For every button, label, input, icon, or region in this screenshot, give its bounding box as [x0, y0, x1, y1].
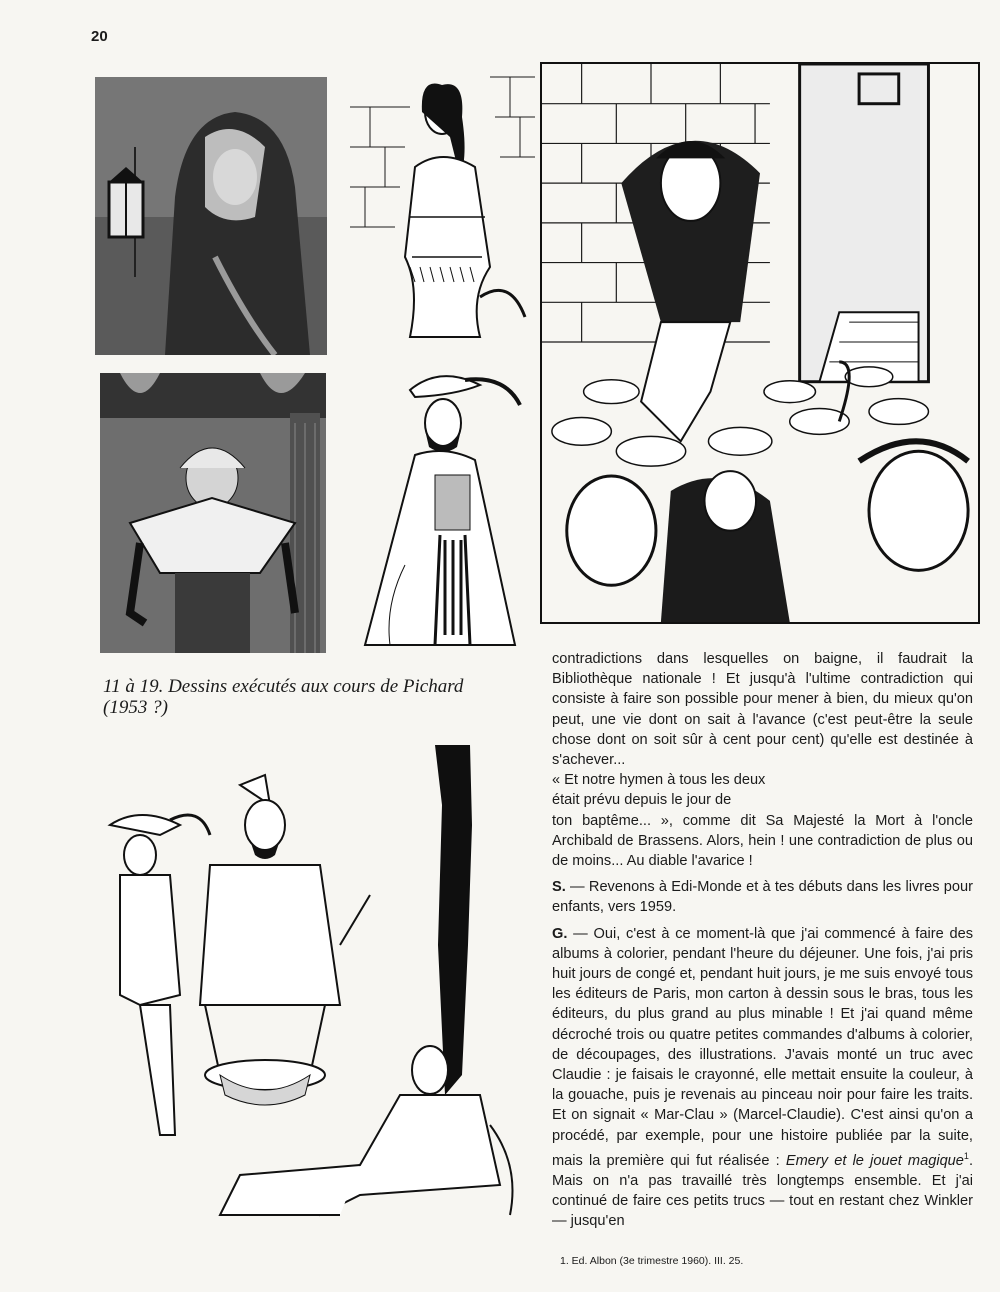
footnote-ref: 1	[963, 1150, 969, 1161]
question-s-text: — Revenons à Edi-Monde et à tes débuts dans les livres pour enfants, vers 1959.	[552, 879, 973, 916]
speaker-g: G.	[552, 925, 568, 942]
illustration-musketeer-group	[100, 745, 530, 1240]
interview-text	[552, 649, 973, 1232]
caption-line-1: 11 à 19. Dessins exécutés aux cours de Pichard	[103, 676, 464, 697]
answer-g-text-2: . Mais on n'a pas travaillé très longtemps ensemble. Et j'ai continué de faire ces petits trucs — tout en restant chez Winkler — jusqu'en	[552, 1152, 973, 1230]
illustration-woman-fringed-dress	[350, 67, 535, 357]
paragraph-answer-g	[552, 924, 973, 1232]
paragraph-contradictions: contradictions dans lesquelles on baigne, il faudrait la Bibliothèque nationale ! Et jusqu'à l'ultime contradiction qui consiste à faire son possible pour mener à bien, du mieux qu'on peut, une vie dont on sait à l'avance (c'est peut-être la seule chose dont on soit sûr à cent pour cent) qu'elle est destinée à s'achever...	[552, 651, 973, 769]
figure-caption	[103, 676, 523, 718]
speaker-s: S.	[552, 879, 566, 896]
verse-line-1: « Et notre hymen à tous les deux	[552, 772, 766, 789]
paragraph-question-s	[552, 877, 973, 917]
illustration-hunchback-stairs	[540, 62, 980, 624]
page-number: 20	[91, 28, 108, 45]
footnote: 1. Ed. Albon (3e trimestre 1960). III. 25.	[560, 1255, 744, 1267]
paragraph-brassens: ton baptême... », comme dit Sa Majesté la Mort à l'oncle Archibald de Brassens. Alors, hein ! une contradiction de plus ou de moins... Au diable l'avarice !	[552, 812, 973, 870]
answer-g-text-1: — Oui, c'est à ce moment-là que j'ai commencé à faire des albums à colorier, pendant l'heure du déjeuner. Une fois, j'ai pris huit jours de congé et, pendant huit jours, je me suis envoyé tous les éditeurs de Paris, mon carton à dessin sous le bras, tous les éditeurs, du plus grand au plus minable ! Et j'ai quand même décroché trois ou quatre petites commandes d'albums à colorier, de découpages, des illustrations. J'avais monté un truc avec Claudie : je faisais le crayonné, elle mettait ensuite la couleur, à la gouache, puis je revenais au pinceau noir pour faire les traits. Et on signait « Mar-Clau » (Marcel-Claudie). C'est ainsi qu'on a procédé, par exemple, pour une histoire publiée par la suite, mais la première qui fut réalisée :	[552, 925, 973, 1169]
illustration-bell-ringer	[100, 373, 326, 653]
verse-line-2: était prévu depuis le jour de	[552, 792, 732, 809]
book-title: Emery et le jouet magique	[785, 1152, 964, 1169]
caption-line-2: (1953 ?)	[103, 697, 168, 718]
illustration-hooded-figure-lantern	[95, 77, 327, 355]
illustration-man-in-cape	[345, 365, 535, 650]
